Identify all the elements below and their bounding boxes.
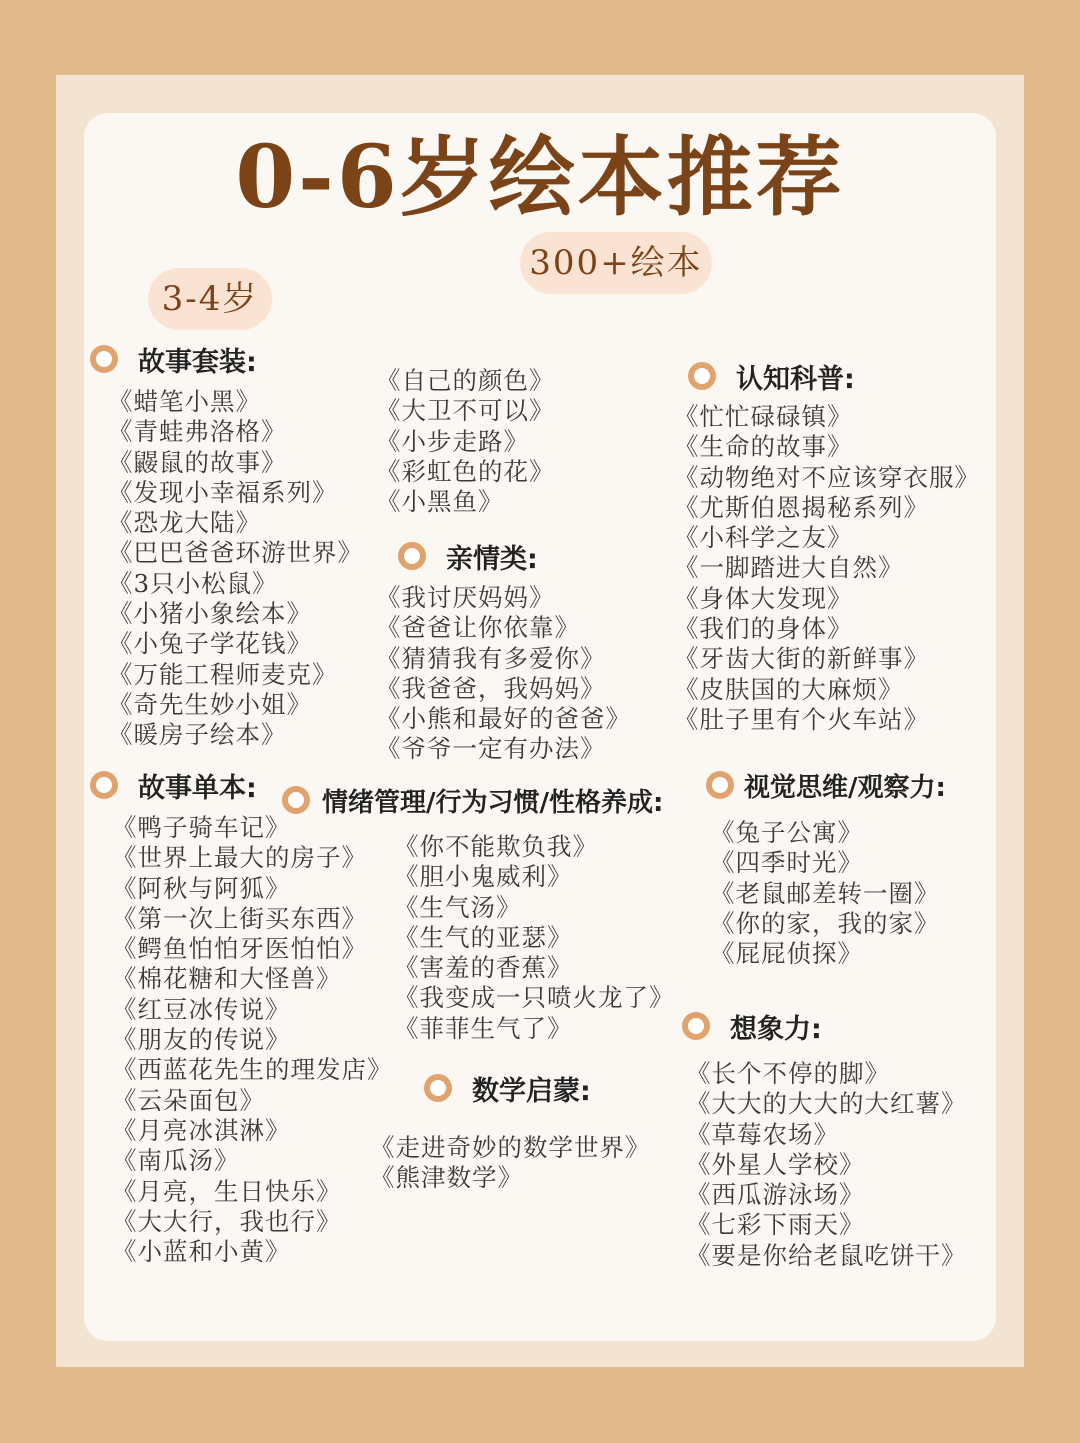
book-item: 《月亮，生日快乐》 bbox=[112, 1176, 342, 1206]
circle-bullet-icon bbox=[682, 1012, 710, 1040]
page-title: 0-6岁绘本推荐 bbox=[235, 127, 845, 228]
book-item: 《红豆冰传说》 bbox=[112, 994, 291, 1024]
section-title: 故事套装: bbox=[138, 346, 257, 378]
section-story-sets bbox=[90, 339, 363, 751]
book-item: 《身体大发现》 bbox=[674, 583, 853, 613]
book-item: 《我们的身体》 bbox=[674, 614, 853, 644]
book-item: 《草莓农场》 bbox=[686, 1119, 839, 1149]
section-math bbox=[370, 1068, 651, 1194]
section-title: 数学启蒙: bbox=[472, 1075, 591, 1107]
book-item: 《大大的大大的大红薯》 bbox=[686, 1089, 967, 1119]
book-item: 《自己的颜色》 bbox=[376, 366, 555, 395]
book-item: 《要是你给老鼠吃饼干》 bbox=[686, 1240, 967, 1270]
book-item: 《牙齿大街的新鲜事》 bbox=[674, 644, 929, 674]
book-list bbox=[710, 818, 946, 969]
book-item: 《害羞的香蕉》 bbox=[394, 953, 573, 983]
book-item: 《小步走路》 bbox=[376, 426, 529, 456]
book-item: 《3只小松鼠》 bbox=[108, 568, 278, 598]
book-item: 《鸭子骑车记》 bbox=[112, 813, 291, 842]
book-item: 《我爸爸，我妈妈》 bbox=[376, 673, 606, 703]
book-item: 《走进奇妙的数学世界》 bbox=[370, 1133, 651, 1162]
section-visual bbox=[706, 765, 946, 969]
section-title: 故事单本: bbox=[138, 772, 257, 804]
book-item: 《我变成一只喷火龙了》 bbox=[394, 983, 675, 1013]
book-item: 《菲菲生气了》 bbox=[394, 1013, 573, 1043]
book-item: 《爸爸让你依靠》 bbox=[376, 613, 580, 643]
book-item: 《暖房子绘本》 bbox=[108, 720, 287, 750]
book-item: 《胆小鬼威利》 bbox=[394, 862, 573, 892]
book-item: 《猜猜我有多爱你》 bbox=[376, 643, 606, 673]
book-item: 《青蛙弗洛格》 bbox=[108, 417, 287, 447]
book-item: 《熊津数学》 bbox=[370, 1163, 523, 1193]
book-item: 《爷爷一定有办法》 bbox=[376, 734, 606, 764]
book-item: 《生气汤》 bbox=[394, 892, 522, 922]
book-item: 《朋友的传说》 bbox=[112, 1025, 291, 1055]
book-item: 《长个不停的脚》 bbox=[686, 1059, 890, 1088]
book-item: 《蜡笔小黑》 bbox=[108, 387, 261, 416]
book-item: 《皮肤国的大麻烦》 bbox=[674, 674, 904, 704]
book-item: 《忙忙碌碌镇》 bbox=[674, 402, 853, 431]
book-item: 《你的家，我的家》 bbox=[710, 908, 940, 938]
book-item: 《小兔子学花钱》 bbox=[108, 629, 312, 659]
section-family bbox=[376, 536, 631, 765]
book-list bbox=[376, 366, 555, 517]
age-group-badge: 3-4岁 bbox=[148, 268, 272, 330]
book-item: 《大卫不可以》 bbox=[376, 396, 555, 426]
section-emotion bbox=[282, 780, 675, 1044]
section-title: 认知科普: bbox=[736, 363, 855, 395]
book-item: 《小蓝和小黄》 bbox=[112, 1237, 291, 1267]
book-item: 《一脚踏进大自然》 bbox=[674, 553, 904, 583]
book-item: 《阿秋与阿狐》 bbox=[112, 873, 291, 903]
book-count-badge: 300+绘本 bbox=[520, 232, 712, 294]
circle-bullet-icon bbox=[706, 771, 734, 799]
section-title: 情绪管理/行为习惯/性格养成: bbox=[322, 787, 664, 818]
book-item: 《四季时光》 bbox=[710, 848, 863, 878]
circle-bullet-icon bbox=[282, 786, 310, 814]
book-item: 《万能工程师麦克》 bbox=[108, 659, 338, 689]
book-item: 《巴巴爸爸环游世界》 bbox=[108, 538, 363, 568]
book-list bbox=[674, 402, 980, 735]
book-item: 《小黑鱼》 bbox=[376, 487, 504, 517]
book-item: 《小科学之友》 bbox=[674, 523, 853, 553]
book-item: 《七彩下雨天》 bbox=[686, 1210, 865, 1240]
book-item: 《肚子里有个火车站》 bbox=[674, 704, 929, 734]
book-item: 《尤斯伯恩揭秘系列》 bbox=[674, 492, 929, 522]
book-item: 《西蓝花先生的理发店》 bbox=[112, 1055, 393, 1085]
book-item: 《生气的亚瑟》 bbox=[394, 922, 573, 952]
section-title: 想象力: bbox=[730, 1013, 822, 1045]
book-item: 《发现小幸福系列》 bbox=[108, 477, 338, 507]
book-item: 《奇先生妙小姐》 bbox=[108, 689, 312, 719]
section-misc-books bbox=[376, 366, 555, 517]
book-item: 《鳄鱼怕怕牙医怕怕》 bbox=[112, 934, 367, 964]
book-list bbox=[108, 387, 363, 751]
book-list bbox=[376, 583, 631, 765]
section-imagination bbox=[682, 1006, 967, 1271]
section-title: 视觉思维/观察力: bbox=[744, 772, 946, 803]
book-item: 《第一次上街买东西》 bbox=[112, 903, 367, 933]
book-item: 《兔子公寓》 bbox=[710, 818, 863, 847]
book-item: 《外星人学校》 bbox=[686, 1149, 865, 1179]
book-item: 《小熊和最好的爸爸》 bbox=[376, 704, 631, 734]
book-item: 《你不能欺负我》 bbox=[394, 832, 598, 861]
book-item: 《大大行，我也行》 bbox=[112, 1206, 342, 1236]
book-item: 《动物绝对不应该穿衣服》 bbox=[674, 462, 980, 492]
section-science bbox=[674, 356, 980, 735]
book-list bbox=[394, 832, 675, 1044]
book-item: 《西瓜游泳场》 bbox=[686, 1180, 865, 1210]
book-item: 《生命的故事》 bbox=[674, 432, 853, 462]
book-item: 《鼹鼠的故事》 bbox=[108, 447, 287, 477]
book-item: 《我讨厌妈妈》 bbox=[376, 583, 555, 612]
book-list bbox=[370, 1133, 651, 1194]
section-title: 亲情类: bbox=[446, 543, 538, 575]
book-item: 《月亮冰淇淋》 bbox=[112, 1115, 291, 1145]
book-item: 《棉花糖和大怪兽》 bbox=[112, 964, 342, 994]
circle-bullet-icon bbox=[688, 362, 716, 390]
circle-bullet-icon bbox=[424, 1074, 452, 1102]
book-item: 《恐龙大陆》 bbox=[108, 508, 261, 538]
circle-bullet-icon bbox=[398, 542, 426, 570]
circle-bullet-icon bbox=[90, 771, 118, 799]
book-item: 《南瓜汤》 bbox=[112, 1146, 240, 1176]
book-item: 《云朵面包》 bbox=[112, 1085, 265, 1115]
book-item: 《世界上最大的房子》 bbox=[112, 843, 367, 873]
book-item: 《老鼠邮差转一圈》 bbox=[710, 878, 940, 908]
book-item: 《屁屁侦探》 bbox=[710, 939, 863, 969]
book-item: 《彩虹色的花》 bbox=[376, 456, 555, 486]
book-item: 《小猪小象绘本》 bbox=[108, 599, 312, 629]
book-list bbox=[686, 1059, 967, 1271]
circle-bullet-icon bbox=[90, 345, 118, 373]
